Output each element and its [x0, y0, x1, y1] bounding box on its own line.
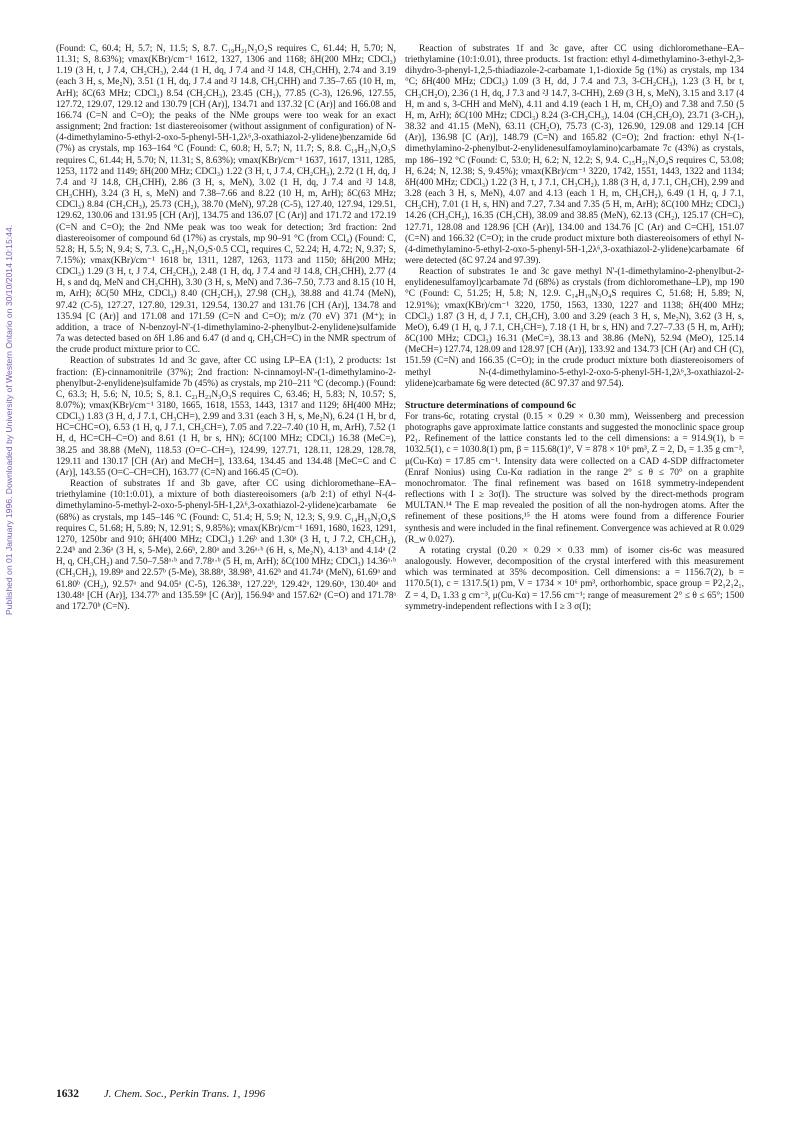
section-paragraph: A rotating crystal (0.20 × 0.29 × 0.33 mm) of isomer cis-6c was measured analogously. However, decomposition of the crystal interfered with this measurement which was terminated at 35% decomposition. Cell dimensions: a = 1156.7(2), b = 1170.5(1), c = 1317.5(1) pm, V = 1734 × 10⁶ pm³, orthorhombic, space group = P2₁2₁2₁, Z = 4, Dₓ 1.33 g cm⁻³, μ(Cu-Kα) = 17.56 cm⁻¹; range of measurement 2° ≤ θ ≤ 65°; 1500 symmetry-independent reflections with I ≥ 3 σ(I); [405, 545, 744, 612]
right-column [405, 44, 744, 613]
experimental-paragraph: Reaction of substrates 1e and 3c gave methyl N'-(1-dimethylamino-2-phenylbut-2-enylidenesulfamoyl)carbamate 7d (68%) as crystals (from dichloromethane–LP), mp 190 °C (Found: C, 51.25; H, 5.8; N, 12.9. C₁₄H₁₉N₃O₄S requires C, 51.68; H, 5.89; N, 12.91%); νmax(KBr)/cm⁻¹ 3220, 1750, 1563, 1330, 1227 and 1138; δH(400 MHz; CDCl₃) 1.87 (3 H, d, J 7.1, CH₃CH), 3.00 and 3.29 (each 3 H, s, Me₂N), 3.62 (3 H, s, MeO), 6.49 (1 H, q, J 7.1, CH₃CH=), 7.18 (1 H, br s, HN) and 7.27–7.33 (5 H, m, ArH); δC(100 MHz; CDCl₃) 16.31 (MeC=), 38.13 and 38.86 (MeN), 52.94 (MeO), 125.14 (MeCH=) 127.74, 128.09 and 128.97 [CH (Ar)], 133.92 and 134.73 [CH (Ar) and CH (C), 151.59 (C=N) and 166.35 (C=O); in the crude product mixture both diastereoisomers of methyl N-(4-dimethylamino-5-ethyl-2-oxo-5-phenyl-5H-1,2λ⁶,3-oxathiazol-2-ylidene)carbamate 6g were detected (δC 97.37 and 97.54). [405, 267, 744, 389]
experimental-paragraph: Reaction of substrates 1f and 3c gave, after CC using dichloromethane–EA–triethylamine (10:1:0.01), three products. 1st fraction: ethyl 4-dimethylamino-3-ethyl-2,3-dihydro-3-phenyl-1,2,5-thiadiazole-2-carbamate 1,1-dioxide 5g (1%) as crystals, mp 134 °C; δH(400 MHz; CDCl₃) 1.09 (3 H, dd, J 7.4 and 7.3, 3-CH₂CH₃), 1.23 (3 H, br t, CH₃CH₂O), 2.36 (1 H, dq, J 7.3 and ²J 14.7, 3-CHH), 2.69 (3 H, s, MeN), 3.15 and 3.17 (4 H, m and s, 3-CHH and MeN), 4.11 and 4.19 (each 1 H, m, CH₂O) and 7.38 and 7.50 (5 H, m, ArH); δC(100 MHz; CDCl₃) 8.24 (3-CH₂CH₃), 14.04 (CH₃CH₂O), 23.71 (3-CH₂), 38.32 and 41.15 (MeN), 63.11 (CH₂O), 75.73 (C-3), 126.90, 129.08 and 129.14 [CH (Ar)], 136.98 [C (Ar)], 148.79 (C=N) and 165.82 (C=O); 2nd fraction: ethyl N-(1-dimethylamino-2-phenylbut-2-enylidenesulfamoylamino)carbamate 7c (43%) as crystals, mp 186–192 °C (Found: C, 53.0; H, 6.2; N, 12.2; S, 9.4. C₁₅H₂₁N₃O₄S requires C, 53.08; H, 6.24; N, 12.38; S, 9.45%); νmax(KBr)/cm⁻¹ 3220, 1742, 1551, 1443, 1322 and 1134; δH(400 MHz; CDCl₃) 1.22 (3 H, t, J 7.1, CH₃CH₂), 1.88 (3 H, d, J 7.1, CH₃CH), 2.99 and 3.28 (each 3 H, s, MeN), 4.07 and 4.13 (each 1 H, m, CH₃CH₂), 6.49 (1 H, q, J 7.1, CH₃CH), 7.01 (1 H, s, HN) and 7.27, 7.34 and 7.35 (5 H, m, ArH); δC(100 MHz; CDCl₃) 14.26 (CH₃CH₂), 16.35 (CH₃CH), 38.09 and 38.85 (MeN), 62.13 (CH₂), 125.17 (CH=C), 127.71, 128.08 and 128.96 [CH (Ar)], 134.00 and 134.76 [C (Ar) and C=CH], 151.07 (C=N) and 166.32 (C=O); in the crude product mixture both diastereoisomers of ethyl N-(4-dimethylamino-5-ethyl-2-oxo-5-phenyl-5H-1,2λ⁶,3-oxathiazol-2-ylidene)carbamate 6f were detected (δC 97.24 and 97.39). [405, 44, 744, 266]
experimental-paragraph: Reaction of substrates 1d and 3c gave, after CC using LP–EA (1:1), 2 products: 1st fraction: (E)-cinnamonitrile (37%); 2nd fraction: N-cinnamoyl-N'-(1-dimethylamino-2-phenylbut-2-enylidene)sulfamide 7b (45%) as crystals, mp 210–211 °C (decomp.) (Found: C, 63.3; H, 5.6; N, 10.5; S, 8.1. C₂₁H₂₃N₃O₃S requires C, 63.46; H, 5.83; N, 10.57; S, 8.07%); νmax(KBr)/cm⁻¹ 3180, 1665, 1618, 1553, 1443, 1317 and 1129; δH(400 MHz; CDCl₃) 1.83 (3 H, d, J 7.1, CH₃CH=), 2.99 and 3.31 (each 3 H, s, Me₂N), 6.24 (1 H, br d, HC=CHC=O), 6.53 (1 H, q, J 7.1, CH₃CH=), 7.05 and 7.22–7.40 (10 H, m, ArH), 7.52 (1 H, d, HC=CH–C=O) and 8.61 (1 H, br s, HN); δC(100 MHz; CDCl₃) 16.38 (MeC=), 38.25 and 38.88 (MeN), 118.53 (O=C–CH=), 124.99, 127.71, 128.11, 128.29, 128.78, 129.11 and 130.17 [CH (Ar) and MeCH=], 133.64, 134.45 and 134.48 [MeC=C and C (Ar)], 143.55 (O=C–CH=CH), 163.77 (C=N) and 166.45 (C=O). [56, 356, 396, 478]
download-watermark [2, 130, 16, 710]
page-number: 1632 [56, 1088, 79, 1100]
experimental-paragraph: Reaction of substrates 1f and 3b gave, after CC using dichloromethane–EA–triethylamine (10:1:0.01), a mixture of both diastereoisomers (a/b 2:1) of ethyl N-(4-dimethylamino-5-methyl-2-oxo-5-phenyl-5H-1,2λ⁶,3-oxathiazol-2-ylidene)carbamate 6e (68%) as crystals, mp 145–146 °C (Found: C, 51.4; H, 5.9; N, 12.3; S, 9.9. C₁₄H₁₉N₃O₄S requires C, 51.68; H, 5.89; N, 12.91; S, 9.85%); νmax(KBr)/cm⁻¹ 1691, 1680, 1623, 1291, 1270, 1250br and 910; δH(400 MHz; CDCl₃) 1.26ᵇ and 1.30ᵃ (3 H, t, J 7.2, CH₃CH₂), 2.24ᵇ and 2.36ᵃ (3 H, s, 5-Me), 2.66ᵇ, 2.80ᵃ and 3.26ᵃ·ᵇ (6 H, s, Me₂N), 4.13ᵇ and 4.14ᵃ (2 H, q, CH₃CH₂) and 7.50–7.58ᵃ·ᵇ and 7.78ᵃ·ᵇ (5 H, m, ArH); δC(100 MHz; CDCl₃) 14.36ᵃ·ᵇ (CH₃CH₂), 19.89ᵃ and 22.57ᵇ (5-Me), 38.88ᵃ, 38.98ᵇ, 41.62ᵇ and 41.74ᵃ (MeN), 61.69ᵃ and 61.80ᵇ (CH₂), 92.57ᵃ and 94.05ᵃ (C-5), 126.38ᵃ, 127.22ᵇ, 129.42ᵃ, 129.60ᵃ, 130.40ᵃ and 130.48ᵃ [CH (Ar)], 134.77ᵇ and 135.59ᵃ [C (Ar)], 156.94ᵃ and 157.62ᵃ (C=O) and 171.78ᵃ and 172.70ᵇ (C=N). [56, 479, 396, 612]
journal-citation: J. Chem. Soc., Perkin Trans. 1, 1996 [103, 1088, 266, 1100]
section-paragraph: For trans-6c, rotating crystal (0.15 × 0.29 × 0.30 mm), Weissenberg and precession photographs gave approximate lattice constants and suggested the monoclinic space group P2₁. Refinement of the lattice constants led to the cell dimensions: a = 914.9(1), b = 1032.5(1), c = 1030.8(1) pm, β = 115.68(1)°, V = 878 × 10⁶ pm³, Z = 2, Dₓ = 1.35 g cm⁻³, μ(Cu-Kα) = 17.85 cm⁻¹. Intensity data were collected on a CAD 4-SDP diffractometer (Enraf Nonius) using Cu-Kα radiation in the range 2° ≤ θ ≤ 70° on a graphite monochromator. The final refinement was based on 1618 symmetry-independent reflections with I ≥ 3σ(I). The structure was solved by the direct-methods program MULTAN.¹⁴ The E map revealed the position of all the non-hydrogen atoms. After the refinement of these positions,¹⁵ the H atoms were found from a difference Fourier synthesis and were included in the final refinement. Convergence was achieved at R 0.029 (R_w 0.027). [405, 412, 744, 545]
watermark-text: Published on 01 January 1996. Downloaded by University of Western Ontario on 30/10/2014 10:15:44. [4, 224, 14, 616]
left-column [56, 44, 396, 613]
section-heading: Structure determinations of compound 6c [405, 399, 576, 411]
page-footer [56, 1088, 744, 1100]
experimental-paragraph: (Found: C, 60.4; H, 5.7; N, 11.5; S, 8.7. C₁₉H₂₁N₃O₂S requires C, 61.44; H, 5.70; N, 11.31; S, 8.63%); νmax(KBr)/cm⁻¹ 1612, 1327, 1306 and 1168; δH(200 MHz; CDCl₃) 1.19 (3 H, t, J 7.4, CH₂CH₃), 2.44 (1 H, dq, J 7.4 and ²J 14.8, CH₃CHH), 2.74 and 3.19 (each 3 H, s, Me₂N), 3.51 (1 H, dq, J 7.4 and ²J 14.8, CH₃CHH) and 7.35–7.65 (10 H, m, ArH); δC(63 MHz; CDCl₃) 8.54 (CH₂CH₃), 23.45 (CH₂), 77.85 (C-3), 126.96, 127.55, 127.72, 129.07, 129.12 and 130.79 [CH (Ar)], 134.71 and 137.32 [C (Ar)] and 166.08 and 166.74 (C=N and C=O); the peaks of the NMe groups were too weak for an exact assignment; 2nd fraction: 1st diastereoisomer (without assignment of configuration) of N-(4-dimethylamino-5-ethyl-2-oxo-5-phenyl-5H-1,2λ⁶,3-oxathiazol-2-ylidene)benzamide 6d (7%) as crystals, mp 163–164 °C (Found: C, 60.8; H, 5.7; N, 11.7; S, 8.8. C₁₉H₂₁N₃O₃S requires C, 61.44; H, 5.70; N, 11.31; S, 8.63%); νmax(KBr)/cm⁻¹ 1637, 1617, 1311, 1285, 1253, 1172 and 1149; δH(200 MHz; CDCl₃) 1.22 (3 H, t, J 7.4, CH₂CH₃), 2.72 (1 H, dq, J 7.4 and ²J 14.8, CH₃CHH), 2.86 (3 H, s, MeN), 3.02 (1 H, dq, J 7.4 and ²J 14.8, CH₃CHH), 3.24 (3 H, s, MeN) and 7.38–7.66 and 8.22 (10 H, m, ArH); δC(63 MHz; CDCl₃) 8.84 (CH₂CH₃), 25.73 (CH₂), 38.70 (MeN), 97.28 (C-5), 127.40, 127.94, 129.51, 129.62, 130.06 and 131.95 [CH (Ar)], 134.75 and 136.07 [C (Ar)] and 171.72 and 172.19 (C=N and C=O); the 2nd NMe peak was too weak for detection; 3rd fraction: 2nd diastereoisomer of compound 6d (17%) as crystals, mp 90–91 °C (from CCl₄) (Found: C, 52.8; H, 5.5; N, 9.4; S, 7.3. C₁₉H₂₁N₃O₃S·0.5 CCl₄ requires C, 52.24; H, 4.72; N, 9.37; S, 7.15%); νmax(KBr)/cm⁻¹ 1618 br, 1311, 1287, 1263, 1173 and 1150; δH(200 MHz; CDCl₃) 1.29 (3 H, t, J 7.4, CH₂CH₃), 2.48 (1 H, dq, J 7.4 and ²J 14.8, CH₃CHH), 2.77 (4 H, s and dq, MeN and CH₃CHH), 3.30 (3 H, s, MeN) and 7.36–7.50, 7.73 and 8.15 (10 H, m, ArH); δC(50 MHz, CDCl₃) 8.40 (CH₂CH₃), 27.98 (CH₂), 38.88 and 41.74 (MeN), 97.42 (C-5), 127.27, 127.80, 129.31, 129.54, 130.27 and 131.76 [CH (Ar)], 134.78 and 135.94 [C (Ar)] and 171.08 and 171.59 (C=N and C=O); m/z (70 eV) 371 (M⁺); in addition, a trace of N-benzoyl-N'-(1-dimethylamino-2-phenylbut-2-enylidene)sulfamide 7a was detected based on δH 1.86 and 6.47 (d and q, CH₃CH=C) in the NMR spectrum of the crude product mixture prior to CC. [56, 44, 396, 356]
